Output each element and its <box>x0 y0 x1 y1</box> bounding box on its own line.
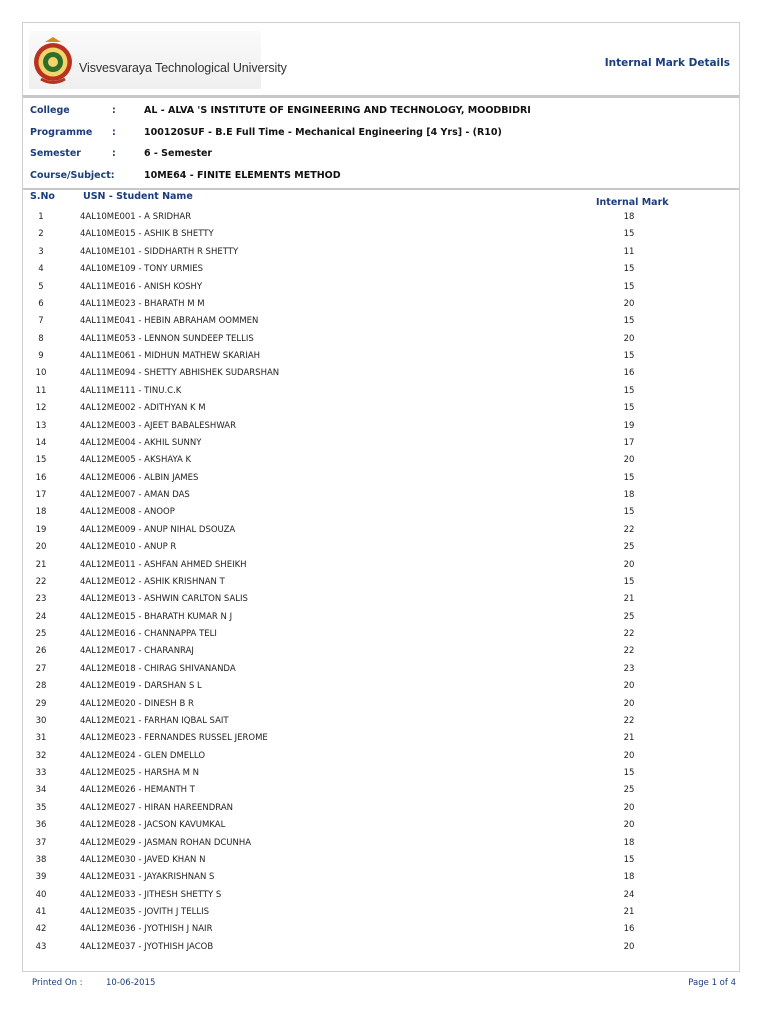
row-student: 4AL10ME101 - SIDDHARTH R SHETTY <box>80 246 239 257</box>
row-student: 4AL12ME012 - ASHIK KRISHNAN T <box>80 576 225 587</box>
row-sno: 17 <box>35 490 47 500</box>
table-row <box>23 921 739 938</box>
row-sno: 42 <box>35 924 47 935</box>
row-mark: 15 <box>623 576 635 587</box>
course-info <box>30 100 739 186</box>
row-student: 4AL12ME003 - AJEET BABALESHWAR <box>80 420 236 431</box>
row-mark: 15 <box>623 854 635 865</box>
row-student: 4AL12ME020 - DINESH B R <box>80 698 194 709</box>
row-student: 4AL12ME009 - ANUP NIHAL DSOUZA <box>80 524 236 535</box>
row-sno: 6 <box>38 298 44 309</box>
row-student: 4AL12ME030 - JAVED KHAN N <box>80 854 206 865</box>
row-sno: 32 <box>35 750 47 761</box>
table-row <box>23 261 739 278</box>
info-label: Programme <box>30 126 93 138</box>
row-mark: 15 <box>623 264 635 275</box>
row-student: 4AL12ME036 - JYOTHISH J NAIR <box>80 924 213 935</box>
column-header-sno: S.No <box>30 191 55 202</box>
row-mark: 19 <box>623 420 635 431</box>
row-student: 4AL12ME013 - ASHWIN CARLTON SALIS <box>80 594 248 605</box>
info-value: 6 - Semester <box>144 148 213 159</box>
row-student: 4AL11ME023 - BHARATH M M <box>80 298 205 309</box>
table-row <box>23 887 739 904</box>
row-sno: 19 <box>35 524 47 535</box>
row-sno: 27 <box>35 663 47 674</box>
row-sno: 21 <box>35 559 47 570</box>
row-student: 4AL12ME010 - ANUP R <box>80 542 177 553</box>
row-student: 4AL12ME015 - BHARATH KUMAR N J <box>80 611 233 622</box>
table-row <box>23 800 739 817</box>
row-sno: 16 <box>35 472 47 483</box>
row-student: 4AL11ME053 - LENNON SUNDEEP TELLIS <box>80 333 254 344</box>
row-sno: 29 <box>35 698 47 709</box>
row-student: 4AL11ME061 - MIDHUN MATHEW SKARIAH <box>80 351 261 361</box>
row-sno: 43 <box>35 941 47 952</box>
table-row <box>23 365 739 382</box>
row-mark: 20 <box>623 333 635 344</box>
row-sno: 10 <box>35 368 47 379</box>
row-mark: 24 <box>623 889 635 900</box>
table-row <box>23 835 739 852</box>
row-student: 4AL12ME025 - HARSHA M N <box>80 768 199 778</box>
row-student: 4AL12ME017 - CHARANRAJ <box>80 646 194 657</box>
row-student: 4AL12ME019 - DARSHAN S L <box>80 681 202 692</box>
row-sno: 22 <box>35 576 47 587</box>
row-sno: 41 <box>35 907 47 917</box>
row-student: 4AL10ME001 - A SRIDHAR <box>80 212 192 222</box>
table-row <box>23 279 739 296</box>
table-row <box>23 348 739 365</box>
info-row-programme: Programme : 100120SUF - B.E Full Time - Mechanical Engineering [4 Yrs] - (R10) <box>30 122 739 144</box>
table-row <box>23 869 739 886</box>
table-row <box>23 435 739 452</box>
row-student: 4AL10ME015 - ASHIK B SHETTY <box>80 229 214 240</box>
row-sno: 7 <box>38 316 44 327</box>
row-sno: 18 <box>35 507 47 518</box>
table-row <box>23 522 739 539</box>
printed-date: 10-06-2015 <box>106 978 156 988</box>
table-row <box>23 939 739 956</box>
table-row <box>23 748 739 765</box>
row-student: 4AL12ME024 - GLEN DMELLO <box>80 750 206 761</box>
table-row <box>23 296 739 313</box>
row-mark: 15 <box>623 281 635 292</box>
column-header-mark: Internal Mark <box>596 197 669 208</box>
row-sno: 40 <box>35 889 47 900</box>
table-row <box>23 383 739 400</box>
row-mark: 17 <box>623 437 635 448</box>
row-student: 4AL12ME037 - JYOTHISH JACOB <box>80 941 214 952</box>
row-student: 4AL11ME094 - SHETTY ABHISHEK SUDARSHAN <box>80 368 280 379</box>
table-row <box>23 504 739 521</box>
info-value: AL - ALVA 'S INSTITUTE OF ENGINEERING AND TECHNOLOGY, MOODBIDRI <box>144 105 531 116</box>
row-sno: 4 <box>38 264 44 275</box>
row-mark: 22 <box>623 629 635 639</box>
row-student: 4AL11ME041 - HEBIN ABRAHAM OOMMEN <box>80 316 259 327</box>
row-mark: 15 <box>623 472 635 483</box>
row-sno: 28 <box>35 681 47 692</box>
info-value: 100120SUF - B.E Full Time - Mechanical Engineering [4 Yrs] - (R10) <box>144 126 502 138</box>
row-student: 4AL12ME004 - AKHIL SUNNY <box>80 437 202 448</box>
table-row <box>23 244 739 261</box>
page-number: Page 1 of 4 <box>688 978 736 988</box>
row-student: 4AL12ME031 - JAYAKRISHNAN S <box>80 872 215 883</box>
table-row <box>23 730 739 747</box>
table-row <box>23 226 739 243</box>
table-row <box>23 452 739 469</box>
table-row <box>23 331 739 348</box>
row-mark: 15 <box>623 229 635 240</box>
table-row <box>23 765 739 782</box>
row-mark: 15 <box>623 507 635 518</box>
report-title: Internal Mark Details <box>604 57 730 69</box>
table-row <box>23 418 739 435</box>
row-student: 4AL12ME029 - JASMAN ROHAN DCUNHA <box>80 837 252 848</box>
row-mark: 20 <box>623 820 635 831</box>
page-footer <box>0 978 768 994</box>
row-sno: 2 <box>38 229 44 240</box>
row-student: 4AL12ME008 - ANOOP <box>80 507 175 518</box>
row-mark: 18 <box>623 212 635 222</box>
row-sno: 9 <box>38 351 44 361</box>
report-header <box>23 23 739 95</box>
table-row <box>23 626 739 643</box>
row-sno: 39 <box>35 872 47 883</box>
row-mark: 20 <box>623 681 635 692</box>
row-sno: 12 <box>35 403 47 414</box>
row-mark: 18 <box>623 490 635 500</box>
table-row <box>23 782 739 799</box>
row-student: 4AL11ME016 - ANISH KOSHY <box>80 281 203 292</box>
table-row <box>23 609 739 626</box>
row-mark: 15 <box>623 403 635 414</box>
row-mark: 15 <box>623 768 635 778</box>
table-row <box>23 574 739 591</box>
row-sno: 38 <box>35 854 47 865</box>
row-sno: 11 <box>35 385 47 396</box>
row-student: 4AL12ME018 - CHIRAG SHIVANANDA <box>80 663 236 674</box>
table-row <box>23 852 739 869</box>
row-sno: 23 <box>35 594 47 605</box>
info-row-semester: Semester : 6 - Semester <box>30 143 739 165</box>
table-row <box>23 313 739 330</box>
row-sno: 35 <box>35 802 47 813</box>
info-label: College <box>30 105 70 116</box>
row-mark: 15 <box>623 385 635 396</box>
row-student: 4AL12ME006 - ALBIN JAMES <box>80 472 199 483</box>
row-mark: 18 <box>623 837 635 848</box>
row-sno: 34 <box>35 785 47 796</box>
row-mark: 16 <box>623 924 635 935</box>
row-mark: 15 <box>623 351 635 361</box>
row-mark: 18 <box>623 872 635 883</box>
table-row <box>23 696 739 713</box>
row-mark: 20 <box>623 750 635 761</box>
row-student: 4AL12ME007 - AMAN DAS <box>80 490 190 500</box>
row-student: 4AL12ME026 - HEMANTH T <box>80 785 195 796</box>
row-mark: 25 <box>623 785 635 796</box>
row-sno: 15 <box>35 455 47 466</box>
row-mark: 21 <box>623 594 635 605</box>
table-row <box>23 539 739 556</box>
table-row <box>23 400 739 417</box>
row-mark: 21 <box>623 907 635 917</box>
row-mark: 25 <box>623 611 635 622</box>
row-mark: 21 <box>623 733 635 744</box>
row-mark: 20 <box>623 941 635 952</box>
row-student: 4AL12ME011 - ASHFAN AHMED SHEIKH <box>80 559 247 570</box>
column-header-name: USN - Student Name <box>83 191 193 202</box>
row-student: 4AL12ME021 - FARHAN IQBAL SAIT <box>80 715 229 726</box>
info-label: Course/Subject: <box>30 169 115 181</box>
table-row <box>23 643 739 660</box>
row-sno: 31 <box>35 733 47 744</box>
table-row <box>23 470 739 487</box>
row-mark: 20 <box>623 298 635 309</box>
row-mark: 16 <box>623 368 635 379</box>
row-student: 4AL12ME005 - AKSHAYA K <box>80 455 192 466</box>
row-sno: 14 <box>35 437 47 448</box>
table-divider <box>23 188 739 190</box>
row-sno: 24 <box>35 611 47 622</box>
table-row <box>23 661 739 678</box>
row-student: 4AL12ME028 - JACSON KAVUMKAL <box>80 820 226 831</box>
info-row-course <box>30 165 739 187</box>
row-sno: 37 <box>35 837 47 848</box>
row-student: 4AL12ME035 - JOVITH J TELLIS <box>80 907 209 917</box>
row-mark: 22 <box>623 646 635 657</box>
row-mark: 20 <box>623 698 635 709</box>
row-sno: 3 <box>38 246 44 257</box>
table-row <box>23 817 739 834</box>
row-sno: 36 <box>35 820 47 831</box>
table-row <box>23 678 739 695</box>
university-name: Visvesvaraya Technological University <box>79 61 287 75</box>
row-student: 4AL10ME109 - TONY URMIES <box>80 264 204 275</box>
table-row <box>23 591 739 608</box>
row-sno: 25 <box>35 629 47 639</box>
table-row <box>23 209 739 226</box>
row-student: 4AL12ME023 - FERNANDES RUSSEL JEROME <box>80 733 268 744</box>
row-mark: 23 <box>623 663 635 674</box>
row-sno: 33 <box>35 768 47 778</box>
row-sno: 26 <box>35 646 47 657</box>
info-row-college: College : AL - ALVA 'S INSTITUTE OF ENGINEERING AND TECHNOLOGY, MOODBIDRI <box>30 100 739 122</box>
row-sno: 20 <box>35 542 47 553</box>
info-label: Semester <box>30 148 81 159</box>
row-mark: 20 <box>623 559 635 570</box>
row-student: 4AL12ME002 - ADITHYAN K M <box>80 403 206 414</box>
row-mark: 25 <box>623 542 635 553</box>
row-sno: 1 <box>38 212 44 222</box>
table-row <box>23 487 739 504</box>
university-logo-icon <box>31 34 83 86</box>
row-sno: 30 <box>35 715 47 726</box>
table-row <box>23 557 739 574</box>
marks-table <box>23 209 739 956</box>
report-frame <box>22 22 740 972</box>
row-student: 4AL12ME033 - JITHESH SHETTY S <box>80 889 222 900</box>
table-row <box>23 904 739 921</box>
row-student: 4AL12ME027 - HIRAN HAREENDRAN <box>80 802 233 813</box>
university-banner <box>29 31 287 89</box>
row-mark: 22 <box>623 524 635 535</box>
row-sno: 13 <box>35 420 47 431</box>
row-mark: 20 <box>623 455 635 466</box>
table-row <box>23 713 739 730</box>
row-sno: 5 <box>38 281 44 292</box>
row-mark: 15 <box>623 316 635 327</box>
info-value: 10ME64 - FINITE ELEMENTS METHOD <box>144 169 341 181</box>
printed-on-label: Printed On : <box>32 978 83 988</box>
row-student: 4AL11ME111 - TINU.C.K <box>80 385 182 396</box>
row-sno: 8 <box>38 333 44 344</box>
row-mark: 11 <box>623 246 635 257</box>
header-divider <box>23 95 739 98</box>
row-mark: 22 <box>623 715 635 726</box>
row-mark: 20 <box>623 802 635 813</box>
row-student: 4AL12ME016 - CHANNAPPA TELI <box>80 629 217 639</box>
